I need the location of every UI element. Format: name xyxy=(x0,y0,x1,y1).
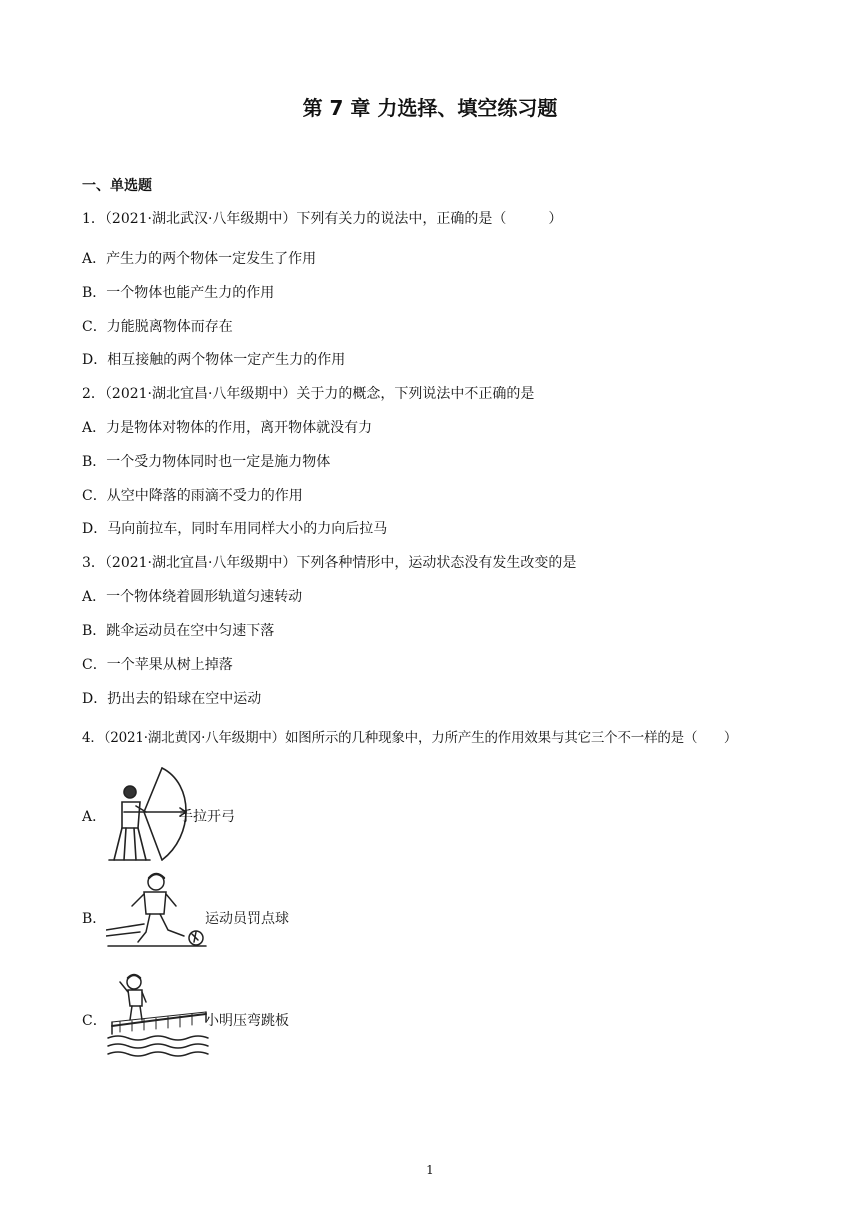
question-3-stem: 3．（2021·湖北宜昌·八年级期中）下列各种情形中，运动状态没有发生改变的是 xyxy=(82,555,577,571)
q3-option-d: D．扔出去的铅球在空中运动 xyxy=(82,691,262,707)
q1-option-d: D．相互接触的两个物体一定产生力的作用 xyxy=(82,352,346,368)
player-kicking-ball-icon xyxy=(106,870,210,956)
q2-option-b: B．一个受力物体同时也一定是施力物体 xyxy=(82,454,331,470)
q2-option-d: D．马向前拉车，同时车用同样大小的力向后拉马 xyxy=(82,521,388,537)
q4-option-a-label: A． xyxy=(82,809,107,825)
question-1-stem: 1．（2021·湖北武汉·八年级期中）下列有关力的说法中，正确的是（ ） xyxy=(82,211,563,227)
page-number: 1 xyxy=(426,1163,434,1177)
q1-option-c: C．力能脱离物体而存在 xyxy=(82,319,233,335)
q4-option-b-label: B． xyxy=(82,911,107,927)
question-2-stem: 2．（2021·湖北宜昌·八年级期中）关于力的概念，下列说法中不正确的是 xyxy=(82,386,535,402)
q4-option-c-label: C． xyxy=(82,1013,107,1029)
q3-option-a: A．一个物体绕着圆形轨道匀速转动 xyxy=(82,589,303,605)
question-4-stem: 4．（2021·湖北黄冈·八年级期中）如图所示的几种现象中，力所产生的作用效果与其它三个不一样的是（ ） xyxy=(82,730,738,746)
q3-option-b: B．跳伞运动员在空中匀速下落 xyxy=(82,623,275,639)
q1-option-a: A．产生力的两个物体一定发生了作用 xyxy=(82,251,317,267)
q4-option-b-caption: 运动员罚点球 xyxy=(205,911,289,927)
q2-option-c: C．从空中降落的雨滴不受力的作用 xyxy=(82,488,303,504)
q1-option-b: B．一个物体也能产生力的作用 xyxy=(82,285,275,301)
page-title: 第 7 章 力选择、填空练习题 xyxy=(302,96,558,120)
q4-option-a-caption: 手拉开弓 xyxy=(179,809,235,825)
section-heading: 一、单选题 xyxy=(82,178,152,194)
q2-option-a: A．力是物体对物体的作用，离开物体就没有力 xyxy=(82,420,373,436)
q4-option-c-caption: 小明压弯跳板 xyxy=(205,1013,289,1029)
diver-bending-springboard-icon xyxy=(106,972,210,1062)
archer-drawing-bow-icon xyxy=(106,766,188,862)
q3-option-c: C．一个苹果从树上掉落 xyxy=(82,657,233,673)
